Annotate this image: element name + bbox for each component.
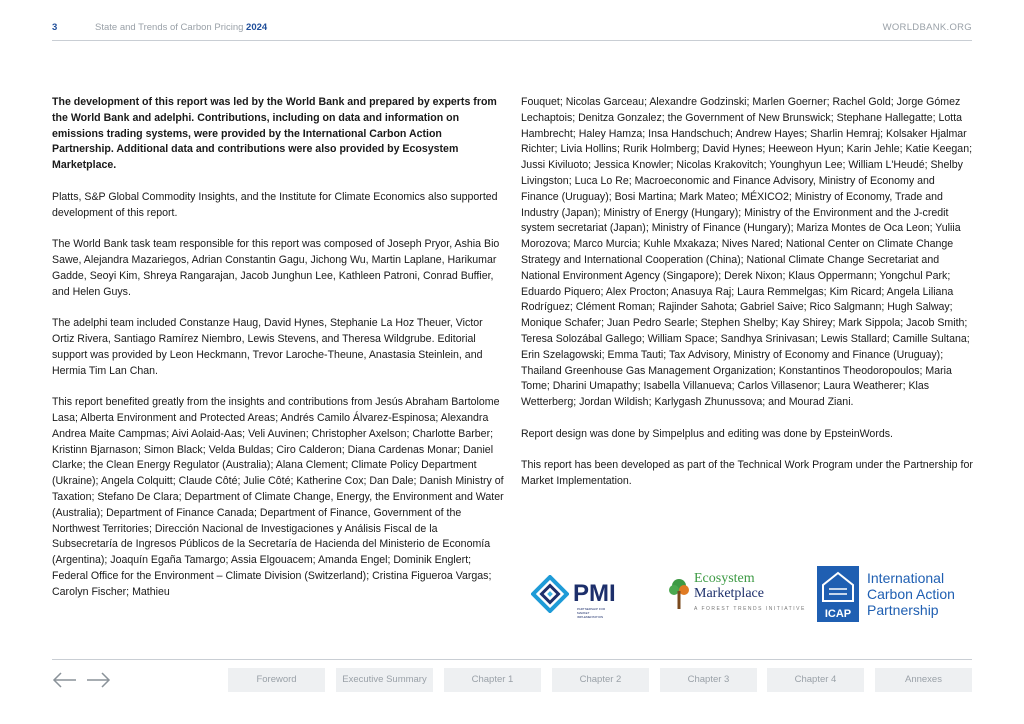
tree-icon — [668, 577, 690, 611]
em-line-3: A FOREST TRENDS INITIATIVE — [694, 606, 806, 612]
pmi-subtitle: PARTNERSHIP FOR MARKET IMPLEMENTATION — [577, 607, 606, 619]
icap-line-2: Carbon Action — [867, 586, 955, 602]
icap-line-1: International — [867, 570, 945, 586]
document-title — [95, 22, 267, 33]
pmi-wordmark: PMI — [573, 580, 616, 607]
ecosystem-marketplace-wordmark — [694, 571, 806, 617]
icap-mark — [817, 566, 859, 622]
lead-paragraph: The development of this report was led by the World Bank and prepared by experts from the World Bank and adelphi. Contributions, including on data and information on emissions trading systems, were provided by the International Carbon Action Partnership. Additional data and contributions were also provided by Ecosystem Marketplace. — [52, 96, 497, 172]
world-bank-team-paragraph: The World Bank task team responsible for this report was composed of Joseph Pryor, Ashia Bio Sawe, Alejandra Mazariegos, Adrian Constantin Gagu, Jichong Wu, Martin Laplane, Harikumar Gadde, Seoyi Kim, Shreya Rangarajan, Jacob Junghun Lee, Kathleen Patroni, Conrad Buffier, and Helen Guys. — [52, 238, 500, 298]
arrow-right-icon[interactable] — [85, 668, 111, 692]
icap-house-icon — [817, 569, 859, 605]
pmi-logo — [531, 560, 616, 628]
icap-wordmark — [867, 570, 955, 618]
left-column — [52, 95, 504, 616]
arrow-left-icon[interactable] — [52, 668, 78, 692]
right-column — [521, 95, 973, 506]
contributors-continued-paragraph: Fouquet; Nicolas Garceau; Alexandre Godzinski; Marlen Goerner; Rachel Gold; Jorge Gómez Lechaptois; Denitza Gonzalez; the Government of New Brunswick; Stephane Hallegatte; Lotta Hambrecht; Haley Hamza; Insa Handschuch; Andrew Hayes; Sharlin Hemraj; Kolsaker Hjalmar Richter; Livia Hollins; Rurik Holmberg; David Hynes; Heeweon Hyun; Karin Jehle; Katie Keegan; Jussi Kiviluoto; Jessica Knowler; Nicolas Krakovitch; Younghyun Lee; William L'Heudé; Shelby Livingston; Luca Lo Re; Macroeconomic and Finance Advisory, Ministry of Economy and Finance (Uruguay); Bosi Martina; Mark Mateo; MÉXICO2; Ministry of Economy, Trade and Industry (Japan); Ministry of Energy (Hungary); Ministry of the Environment and the J-credit system secretariat (Japan); Ministry of Finance (Hungary); Mariza Montes de Oca Leon; Yuliia Morozova; Marco Murcia; Kuhle Mxakaza; Nives Nared; National Center on Climate Change Strategy and International Cooperation (China); National Climate Change Secretariat and National Environment Agency (Singapore); Derek Nixon; Klaus Oppermann; Yongchul Park; Eduardo Piquero; Alex Procton; Anasuya Raj; Laura Remmelgas; Kim Ricard; Angela Liliana Rodríguez; Clément Roman; Rajinder Sahota; Gabriel Saive; Rico Salgmann; Hugh Salway; Monique Schafer; Juan Pedro Searle; Stephen Shelby; Kay Shirey; Mark Sippola; Jacob Smith; Teresa Solozábal Gallego; William Space; Sandhya Srinivasan; Lewis Stallard; Camille Sultana; Erin Szelagowski; Emma Tauti; Tax Advisory, Ministry of Economy and Finance (Uruguay); Thailand Greenhouse Gas Management Organization; Konstantinos Theodoropoulos; Maria Tome; Dharini Umapathy; Isabella Villanueva; Carlos Villasenor; Laura Weatherer; Klas Wetterberg; Jordan Wildish; Karlygash Zhunussova; and Mourad Ziani. — [521, 96, 973, 409]
icap-line-3: Partnership — [867, 602, 939, 618]
support-paragraph: Platts, S&P Global Commodity Insights, and the Institute for Climate Economics also supported development of this report. — [52, 190, 498, 219]
site-link[interactable]: WORLDBANK.ORG — [882, 22, 972, 33]
nav-executive-summary[interactable]: Executive Summary — [336, 668, 433, 692]
nav-chapter-2[interactable]: Chapter 2 — [552, 668, 649, 692]
design-credit-paragraph: Report design was done by Simpelplus and editing was done by EpsteinWords. — [521, 427, 893, 440]
ecosystem-marketplace-logo — [668, 560, 806, 628]
adelphi-team-paragraph: The adelphi team included Constanze Haug, David Hynes, Stephanie La Hoz Theuer, Victor Ortiz Rivera, Santiago Ramírez Niembro, Lewis Stevens, and Theresa Wildgrube. Editorial support was provided by Leon Heckmann, Trevor Laroche-Theune, Anastasia Steinlein, and Hermia Tim Lan Chan. — [52, 317, 483, 377]
partner-logos — [521, 560, 973, 628]
nav-chapter-3[interactable]: Chapter 3 — [660, 668, 757, 692]
em-line-2: Marketplace — [694, 586, 764, 601]
icap-logo — [817, 560, 955, 628]
nav-foreword[interactable]: Foreword — [228, 668, 325, 692]
contributors-paragraph: This report benefited greatly from the insights and contributions from Jesús Abraham Bartolome Lasa; Alberta Environment and Protected Areas; Andrés Camilo Álvarez-Espinosa; Alexandra Andrea Maite Campmas; Aivi Aolaid-Aas; Veli Auvinen; Christopher Axelson; Charlotte Barber; Kristinn Bjarnason; Simon Black; Velda Buldas; Ciro Calderon; Diana Cardenas Monar; Daniel Clarke; the Clean Energy Regulator (Australia); Alana Clement; Climate Policy Department (Ukraine); Angela Colquitt; Claude Côté; Julie Côté; Katherine Cox; Dan Dale; Danish Ministry of Taxation; Stefano De Clara; Department of Climate Change, Energy, the Environment and Water (Australia); Department of Finance Canada; Department of Finance, Government of the Northwest Territories; Dirección Nacional de Investigaciones y Análisis Fiscal de la Subsecretaría de Ingresos Públicos de la Secretaría de Hacienda del Ministerio de Economía (Argentina); Joaquín Egaña Tamargo; Assia Elgouacem; Amanda Engel; Dominik Englert; Federal Office for the Environment – Climate Division (Switzerland); Cristina Figueroa Vargas; Carolyn Fischer; Mathieu — [52, 396, 504, 598]
page-number: 3 — [52, 22, 58, 33]
nav-chapter-4[interactable]: Chapter 4 — [767, 668, 864, 692]
nav-chapter-1[interactable]: Chapter 1 — [444, 668, 541, 692]
page-arrows — [52, 668, 112, 692]
program-paragraph: This report has been developed as part of the Technical Work Program under the Partnership for Market Implementation. — [521, 459, 973, 488]
em-line-1: Ecosystem — [694, 571, 755, 586]
document-title-text: State and Trends of Carbon Pricing — [95, 22, 244, 33]
nav-annexes[interactable]: Annexes — [875, 668, 972, 692]
pmi-mark-icon — [531, 575, 569, 613]
document-year: 2024 — [246, 22, 268, 33]
page-header — [52, 22, 972, 41]
icap-box-label: ICAP — [824, 608, 852, 620]
footer-divider — [52, 659, 972, 660]
